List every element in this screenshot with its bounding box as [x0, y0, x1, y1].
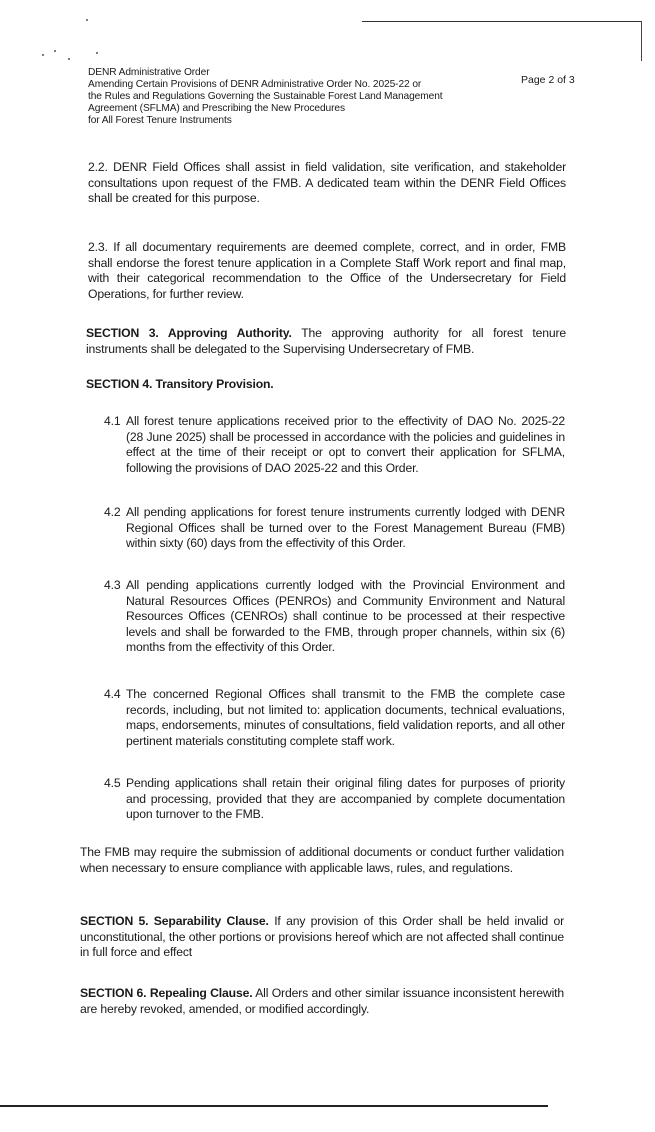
header-line: for All Forest Tenure Instruments — [88, 115, 232, 126]
scan-artifact-edge — [641, 21, 642, 61]
scan-speck — [86, 19, 88, 21]
section-3-text: The approving authority for all forest tenure instruments shall be delegated to the Supervising Undersecretary of FMB. — [86, 326, 566, 356]
item-number: 4.5 — [104, 776, 121, 790]
section-6 — [80, 986, 564, 1017]
section-5-heading: SECTION 5. Separability Clause. — [80, 914, 269, 928]
section-4-heading: SECTION 4. Transitory Provision. — [86, 377, 274, 391]
scan-artifact-top-line — [362, 21, 642, 22]
section-3 — [86, 326, 566, 357]
section-5 — [80, 914, 564, 961]
paragraph-2-2: 2.2. DENR Field Offices shall assist in field validation, site verification, and stakeholder consultations upon request of the FMB. A dedicated team within the DENR Field Offices shall be created for this purpose. — [88, 160, 566, 206]
item-text: All pending applications for forest tenure instruments currently lodged with DENR Regional Offices shall be turned over to the Forest Management Bureau (FMB) within sixty (60) days from the effectivity of this Order. — [126, 505, 565, 551]
scan-speck — [42, 54, 44, 56]
section-5-text: If any provision of this Order shall be held invalid or unconstitutional, the other portions or provisions hereof which are not affected shall continue in full force and effect — [80, 914, 564, 960]
item-number: 4.4 — [104, 687, 121, 701]
page-number: Page 2 of 3 — [521, 74, 575, 86]
section-6-text: All Orders and other similar issuance inconsistent herewith are hereby revoked, amended, or modified accordingly. — [80, 986, 564, 1016]
item-number: 4.2 — [104, 505, 121, 519]
scan-speck — [68, 58, 70, 60]
section-6-heading: SECTION 6. Repealing Clause. — [80, 986, 253, 1000]
header-line: Agreement (SFLMA) and Prescribing the New Procedures — [88, 103, 345, 114]
scan-speck — [96, 52, 98, 54]
paragraph-2-3: 2.3. If all documentary requirements are deemed complete, correct, and in order, FMB shall endorse the forest tenure application in a Complete Staff Work report and final map, with their categorical recommendation to the Office of the Undersecretary for Field Operations, for further review. — [88, 240, 566, 301]
item-text: Pending applications shall retain their original filing dates for purposes of priority and processing, provided that they are accompanied by complete documentation upon turnover to the FMB. — [126, 776, 565, 822]
document-header — [88, 67, 528, 127]
header-line: DENR Administrative Order — [88, 67, 210, 78]
fmb-paragraph: The FMB may require the submission of additional documents or conduct further validation when necessary to ensure compliance with applicable laws, rules, and regulations. — [80, 845, 564, 875]
item-text: All pending applications currently lodged with the Provincial Environment and Natural Resources Offices (PENROs) and Community Environment and Natural Resources Offices (CENROs) shall continue to be processed at their respective levels and shall be forwarded to the FMB, through proper channels, within six (6) months from the effectivity of this Order. — [126, 578, 565, 655]
header-line: the Rules and Regulations Governing the Sustainable Forest Land Management — [88, 91, 443, 102]
item-text: All forest tenure applications received prior to the effectivity of DAO No. 2025-22 (28 June 2025) shall be processed in accordance with the policies and guidelines in effect at the time of their receipt or opt to convert their application for SFLMA, following the provisions of DAO 2025-22 and this Order. — [126, 414, 565, 475]
header-line: Amending Certain Provisions of DENR Administrative Order No. 2025-22 or — [88, 79, 422, 90]
item-number: 4.1 — [104, 414, 121, 428]
item-number: 4.3 — [104, 578, 121, 592]
section-3-heading: SECTION 3. Approving Authority. — [86, 326, 292, 340]
item-text: The concerned Regional Offices shall transmit to the FMB the complete case records, including, but not limited to: application documents, technical evaluations, maps, endorsements, minutes of consultations, field validation reports, and all other pertinent materials constituting complete staff work. — [126, 687, 565, 748]
scan-speck — [54, 50, 56, 52]
scan-artifact-bottom-line — [0, 1105, 548, 1107]
